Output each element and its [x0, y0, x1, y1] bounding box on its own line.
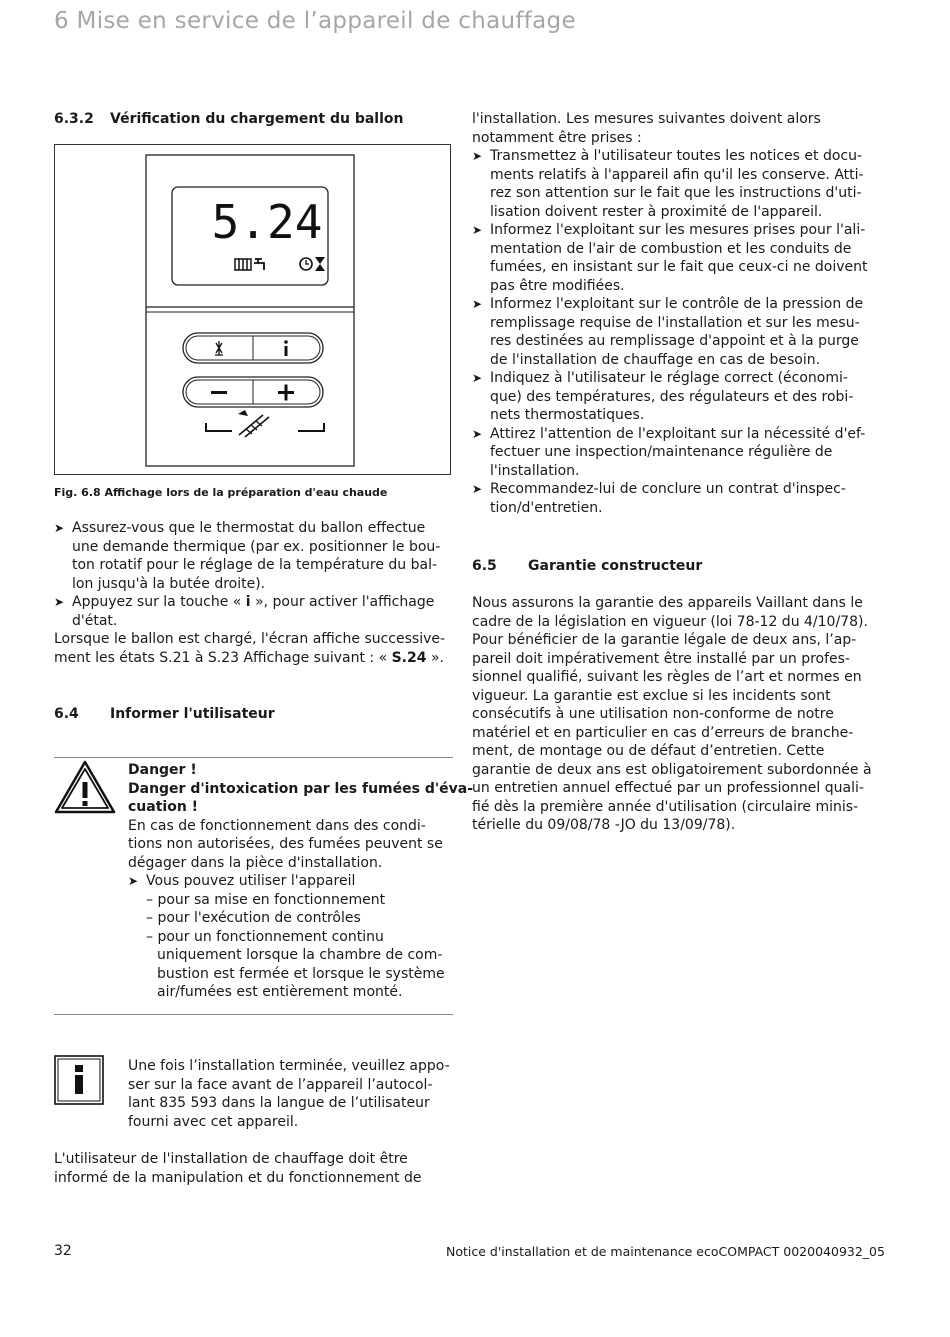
radiator-icon	[235, 259, 251, 270]
text-line: remplissage requise de l'installation et sur les mesu-	[490, 314, 860, 331]
text-line: Attirez l'attention de l'exploitant sur la nécessité d'ef-	[490, 425, 866, 442]
text-line: tion/d'entretien.	[490, 499, 603, 516]
text-line: Informez l'exploitant sur le contrôle de la pression de	[490, 296, 864, 312]
text-line: – pour sa mise en fonctionnement	[146, 891, 386, 908]
section-title: Garantie constructeur	[528, 558, 703, 574]
info-key-label: i	[245, 594, 251, 610]
text-line: Informez l'exploitant sur les mesures prises pour l'ali-	[490, 222, 866, 238]
left-bullet-list	[54, 519, 454, 667]
text-line: Transmettez à l'utilisateur toutes les notices et docu-	[490, 148, 863, 164]
right-column	[472, 110, 872, 833]
text-line: nets thermostatiques.	[490, 407, 645, 423]
danger-label: Danger !	[128, 762, 197, 778]
info-box-icon	[54, 1055, 104, 1109]
right-bullet-list	[472, 147, 872, 517]
text-line: bustion est fermée et lorsque le système	[157, 965, 445, 982]
text-line: fourni avec cet appareil.	[128, 1113, 299, 1130]
arrow-bullet-icon: ➤	[472, 149, 483, 163]
info-icon	[284, 340, 288, 356]
text-line: d'état.	[72, 612, 118, 629]
warning-triangle-icon	[54, 760, 116, 819]
text-line: un entretien annuel effectué par un professionnel quali-	[472, 780, 864, 796]
user-info-paragraph	[54, 1150, 422, 1187]
page-number: 32	[54, 1243, 72, 1259]
intro-paragraph	[472, 110, 872, 147]
section-heading-65	[472, 557, 702, 575]
text-line: notamment être prises :	[472, 129, 642, 146]
footer-doc-title: Notice d'installation et de maintenance ecoCOMPACT 0020040932_05	[446, 1244, 885, 1259]
text-line: Nous assurons la garantie des appareils Vaillant dans le	[472, 595, 863, 611]
text-line: Recommandez-lui de conclure un contrat d'inspec-	[490, 481, 846, 497]
text-line: sionnel qualifié, suivant les règles de l’art et normes en	[472, 669, 862, 685]
arrow-bullet-icon: ➤	[472, 223, 483, 237]
chapter-title: 6 Mise en service de l’appareil de chauffage	[54, 8, 576, 34]
text-line: consécutifs à une utilisation non-conforme de notre	[472, 706, 834, 722]
text-line: cadre de la législation en vigueur (loi 78-12 du 4/10/78).	[472, 613, 868, 630]
list-item	[472, 425, 872, 481]
text-line: res destinées au remplissage d'appoint et à la purge	[490, 333, 859, 349]
text-line: En cas de fonctionnement dans des condi-	[128, 817, 426, 834]
arrow-bullet-icon: ➤	[472, 426, 483, 441]
figure-caption: Fig. 6.8 Affichage lors de la préparation d'eau chaude	[54, 486, 388, 499]
text-line: air/fumées est entièrement monté.	[157, 984, 403, 1000]
status-code: S.24	[391, 649, 427, 666]
text-line: l'installation.	[490, 462, 580, 479]
text-line: Une fois l’installation terminée, veuillez appo-	[128, 1058, 450, 1074]
section-title: Vérification du chargement du ballon	[110, 111, 404, 127]
text-line: matériel et en particulier en cas d’erreurs de branche-	[472, 724, 854, 741]
text-line: fumées, en insistant sur le fait que ceux-ci ne doivent	[490, 259, 868, 275]
text-line: – pour un fonctionnement continu	[146, 928, 384, 945]
arrow-bullet-icon: ➤	[472, 297, 483, 311]
text-line: lon jusqu'à la butée droite).	[72, 575, 266, 592]
arrow-bullet-icon: ➤	[472, 371, 483, 385]
text-line: garantie de deux ans est obligatoirement subordonnée à	[472, 761, 872, 778]
divider	[54, 1014, 453, 1015]
text-line: Indiquez à l'utilisateur le réglage correct (économi-	[490, 370, 848, 386]
text-line: de l'installation de chauffage en cas de besoin.	[490, 351, 821, 368]
text-line: Vous pouvez utiliser l'appareil	[146, 873, 356, 889]
text-line: rez son attention sur le fait que les instructions d'uti-	[490, 185, 862, 201]
figure-boiler-display	[54, 144, 451, 475]
arrow-bullet-icon: ➤	[54, 595, 65, 609]
text-line: ton rotatif pour le réglage de la température du bal-	[72, 557, 438, 573]
arrow-bullet-icon: ➤	[472, 482, 483, 496]
list-item	[472, 147, 872, 221]
danger-subtitle: cuation !	[128, 799, 199, 815]
arrow-bullet-icon: ➤	[54, 521, 65, 535]
danger-notice	[128, 761, 474, 1002]
section-number: 6.3.2	[54, 111, 94, 127]
text-line: L'utilisateur de l'installation de chauffage doit être	[54, 1151, 408, 1167]
text-line: mentation de l'air de combustion et les conduits de	[490, 240, 852, 257]
plus-icon	[278, 385, 294, 401]
text-fragment: ».	[430, 649, 444, 666]
boiler-control-panel-illustration	[55, 145, 450, 474]
section-number: 6.4	[54, 706, 79, 722]
minus-icon	[211, 391, 227, 394]
text-line: informé de la manipulation et du fonctionnement de	[54, 1169, 422, 1186]
text-line: lisation doivent rester à proximité de l'appareil.	[490, 203, 823, 220]
info-note	[128, 1057, 458, 1131]
text-line: lant 835 593 dans la langue de l’utilisateur	[128, 1095, 430, 1111]
text-fragment: ment les états S.21 à S.23 Affichage suivant : «	[54, 649, 388, 666]
text-line: fié dès la première année d'utilisation (circulaire minis-	[472, 798, 859, 815]
text-line: l'installation. Les mesures suivantes doivent alors	[472, 111, 821, 127]
text-line: ments relatifs à l'appareil afin qu'il les conserve. Atti-	[490, 166, 864, 183]
section-heading-64	[54, 705, 275, 723]
warranty-paragraph	[472, 594, 872, 835]
text-line: uniquement lorsque la chambre de com-	[157, 947, 443, 963]
tap-icon	[254, 259, 264, 270]
text-line: une demande thermique (par ex. positionner le bou-	[72, 538, 441, 555]
text-fragment: Appuyez sur la touche «	[72, 594, 242, 610]
text-line	[72, 593, 454, 612]
hourglass-icon	[315, 257, 325, 271]
text-line: vigueur. La garantie est exclue si les incidents sont	[472, 687, 831, 704]
text-line: Lorsque le ballon est chargé, l'écran affiche successive-	[54, 631, 446, 647]
chimney-sweep-icon	[206, 410, 324, 437]
list-item	[54, 593, 454, 630]
section-number: 6.5	[472, 558, 497, 574]
list-item	[54, 519, 454, 593]
text-line: ment, de montage ou de défaut d’entretien. Cette	[472, 743, 825, 759]
arrow-bullet-icon: ➤	[128, 874, 139, 888]
text-line	[54, 649, 454, 668]
text-line: Assurez-vous que le thermostat du ballon effectue	[72, 520, 426, 536]
text-line: térielle du 09/08/78 -JO du 13/09/78).	[472, 817, 736, 833]
text-line: ser sur la face avant de l’appareil l’autocol-	[128, 1076, 433, 1093]
text-line: – pour l'exécution de contrôles	[146, 910, 361, 926]
flame-icon	[215, 341, 223, 355]
divider	[54, 757, 453, 758]
list-item	[472, 221, 872, 295]
text-line: Pour bénéficier de la garantie légale de deux ans, l’ap-	[472, 632, 857, 648]
text-line: pareil doit impérativement être installé par un profes-	[472, 650, 850, 667]
list-item	[472, 480, 872, 517]
text-line: pas être modifiées.	[490, 277, 625, 294]
text-line: que) des températures, des régulateurs et des robi-	[490, 388, 854, 405]
list-item	[472, 369, 872, 425]
text-line: fectuer une inspection/maintenance régulière de	[490, 444, 833, 460]
text-line: tions non autorisées, des fumées peuvent se	[128, 836, 443, 852]
display-readout: 5.24	[211, 195, 323, 249]
danger-subtitle: Danger d'intoxication par les fumées d'éva-	[128, 780, 474, 797]
charged-paragraph	[54, 630, 454, 667]
list-item	[128, 872, 458, 1002]
text-fragment: », pour activer l'affichage	[255, 594, 435, 610]
section-title: Informer l'utilisateur	[110, 706, 275, 722]
text-line: dégager dans la pièce d'installation.	[128, 854, 383, 871]
section-heading-632	[54, 110, 403, 128]
list-item	[472, 295, 872, 369]
clock-icon	[300, 258, 312, 270]
